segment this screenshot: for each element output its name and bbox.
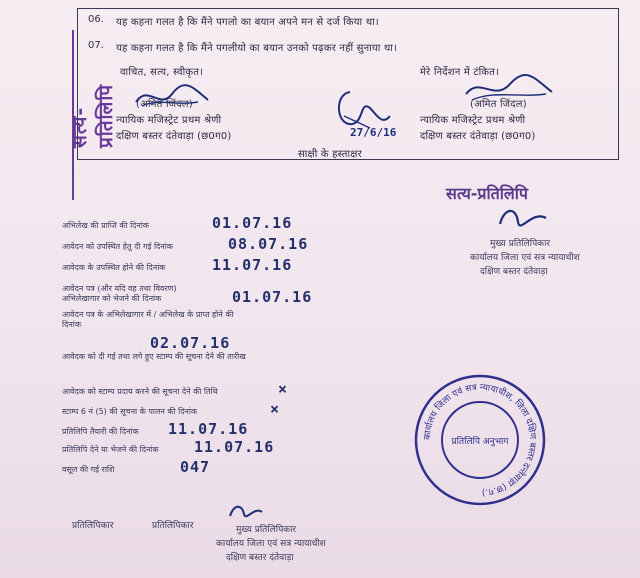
bottom-signature xyxy=(226,500,266,524)
form-label: प्रतिलिपि तैयारी की दिनांक xyxy=(62,427,139,436)
witness-date-handwritten: 27/6/16 xyxy=(350,126,397,139)
right-stamp-signature xyxy=(494,202,554,236)
line7-text: यह कहना गलत है कि मैंने पगलीयो का बयान उनको पढ़कर नहीं सुनाया था। xyxy=(116,43,398,54)
form-label: वसूल की गई राशि xyxy=(62,465,115,474)
form-value: 11.07.16 xyxy=(168,420,249,438)
form-label: स्टाम्प 6 नं (5) की सूचना के पालन की दिनांक xyxy=(62,407,198,416)
judge-title-right: न्यायिक मजिस्ट्रेट प्रथम श्रेणी xyxy=(420,115,526,126)
seal-center-text: प्रतिलिपि अनुभाग xyxy=(451,437,509,447)
seal-ring-text: कार्यालय जिला एवं सत्र न्यायाधीश, जिला दक्षिण बस्तर दन्तेवाड़ा (छ.ग.) xyxy=(422,382,538,498)
form-label: आवेदक को स्टाम्प प्रदाय करने की सूचना देने की तिथि xyxy=(62,387,218,396)
form-value: 08.07.16 xyxy=(228,235,309,253)
form-value: 01.07.16 xyxy=(232,288,313,306)
form-value: 01.07.16 xyxy=(212,214,293,232)
right-stamp-line3: दक्षिण बस्तर दंतेवाड़ा xyxy=(480,267,548,277)
form-label: आवेदक के उपस्थित होने की दिनांक xyxy=(62,263,166,272)
bottom-line2: कार्यालय जिला एवं सत्र न्यायाधीश xyxy=(216,539,326,549)
judge-place-left: दक्षिण बस्तर दंतेवाड़ा (छ0ग0) xyxy=(116,131,232,142)
line6-number: 06. xyxy=(88,14,104,25)
form-label: आवेदक को दी गई तथा लगे हुए स्टाम्प की सूचना देने की तारीख xyxy=(62,352,246,361)
judge-signature-left xyxy=(128,82,218,112)
form-label: अभिलेख की प्राप्ति की दिनांक xyxy=(62,221,150,230)
form-value: × xyxy=(270,400,281,418)
form-value: 11.07.16 xyxy=(212,256,293,274)
form-label: आवेदन पत्र (और यदि वह तथा विवरण) अभिलेखागार को भेजने की दिनांक xyxy=(62,284,177,303)
judge-signature-right xyxy=(460,72,560,106)
office-round-seal xyxy=(412,372,548,508)
form-value: 02.07.16 xyxy=(150,334,231,352)
judge-place-right: दक्षिण बस्तर दंतेवाड़ा (छ0ग0) xyxy=(420,131,536,142)
margin-stamp-text: सत्य-प्रतिलिपि xyxy=(69,83,117,148)
bottom-line1: मुख्य प्रतिलिपिकार xyxy=(236,525,297,535)
dictated-left: वाचित, सत्य, स्वीकृत। xyxy=(120,67,204,78)
bottom-left-label: प्रतिलिपिकार xyxy=(72,521,114,531)
line6-text: यह कहना गलत है कि मैंने पगलो का बयान अपने मन से दर्ज किया था। xyxy=(116,17,379,28)
form-value: 11.07.16 xyxy=(194,438,275,456)
form-label: आवेदन को उपस्थित हेतु दी गई दिनांक xyxy=(62,242,173,251)
judge-name-right: (अमित जिंदल) xyxy=(470,99,527,110)
line7-number: 07. xyxy=(88,40,104,51)
form-value: 047 xyxy=(180,458,211,476)
bottom-line3: दक्षिण बस्तर दंतेवाड़ा xyxy=(226,553,294,563)
form-label: प्रतिलिपि देने या भेजने की दिनांक xyxy=(62,445,159,454)
witness-signature-label: साक्षी के हस्ताक्षर xyxy=(298,149,362,160)
form-label: आवेदन पत्र के अभिलेखागार में / अभिलेख के प्राप्त होने की दिनांक xyxy=(62,310,234,329)
right-stamp-line1: मुख्य प्रतिलिपिकार xyxy=(490,239,551,249)
right-stamp-line2: कार्यालय जिला एवं सत्र न्यायाधीश xyxy=(470,253,580,263)
form-value: × xyxy=(278,380,289,398)
witness-signature xyxy=(330,86,400,136)
dictated-right: मेरे निर्देशन में टंकित। xyxy=(420,67,499,78)
bottom-left-label2: प्रतिलिपिकार xyxy=(152,521,194,531)
right-stamp-title: सत्य-प्रतिलिपि xyxy=(446,184,528,203)
judge-name-left: (अमित जिंदल) xyxy=(136,99,193,110)
judge-title-left: न्यायिक मजिस्ट्रेट प्रथम श्रेणी xyxy=(116,115,222,126)
